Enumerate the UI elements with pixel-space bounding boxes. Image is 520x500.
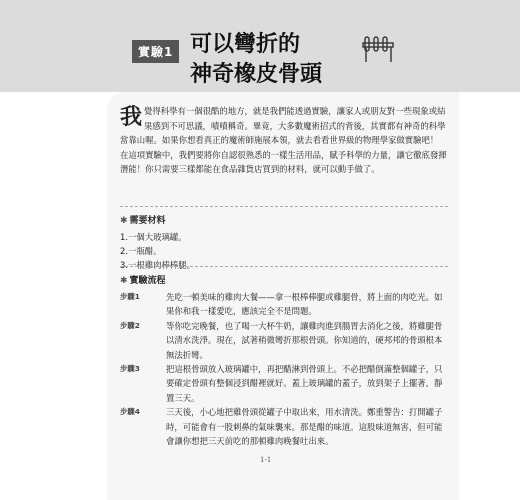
procedure-section (120, 266, 448, 448)
step-label: 步驟1 (120, 292, 140, 301)
drop-cap: 我 (120, 104, 143, 130)
page-number: 1-1 (260, 456, 272, 464)
step-text: 先吃一頓美味的雞肉大餐——拿一根棒棒腿或雞腿骨，將上面的肉吃光。如果你和我一樣愛吃，應該完全不是問題。 (166, 292, 443, 317)
divider (120, 206, 448, 207)
materials-title: 需要材料 (129, 216, 166, 226)
step-item (120, 319, 448, 362)
material-item: 2.一瓶醋。 (120, 246, 162, 256)
material-item: 1.一個大玻璃罐。 (120, 232, 187, 242)
materials-section (120, 206, 448, 272)
star-icon: ✱ (120, 276, 128, 286)
intro-text (120, 104, 448, 177)
procedure-heading (120, 273, 448, 286)
step-label: 步驟4 (120, 407, 140, 417)
experiment-tag: 實驗1 (132, 40, 179, 63)
step-text: 把這根骨頭放入玻璃罐中，再把醋淋到骨頭上。不必把醋倒滿整個罐子，只要確定骨頭有整個浸到醋裡就好。蓋上玻璃罐的蓋子，放到架子上擺著，靜置三天。 (166, 364, 443, 403)
step-text: 等你吃完晚餐，也了喝一大杯牛奶，讓雞肉進到腸胃去消化之後，將雞腿骨以清水洗淨。現在，試著稍微彎折那根骨頭。你知道的，硬邦邦的骨頭根本無法折彎。 (166, 320, 443, 360)
step-text: 三天後，小心地把雞骨頭從罐子中取出來，用水清洗。鄭重警告：打開罐子時，可能會有一股刺鼻的氣味襲來。那是醋的味道。這股味道無害，但可能會讓你想把三天前吃的那頓雞肉晚餐吐出來。 (166, 407, 443, 447)
title-line-1: 可以彎折的 (190, 32, 301, 57)
step-label: 步驟3 (120, 364, 140, 374)
test-tubes-icon (362, 34, 396, 64)
material-item: 3.一根雞肉棒棒腿。 (120, 260, 195, 270)
divider (120, 266, 448, 267)
intro-paragraph-2: 在這項實驗中，我們要將你自認很熟悉的一樣生活用品，賦予科學的力量，讓它徹底發揮潛能！你只需要三樣都能在食品雜貨店買到的材料，就可以動手做了。 (120, 149, 447, 175)
procedure-title: 實驗流程 (129, 276, 166, 286)
step-item (120, 362, 448, 405)
step-label: 步驟2 (120, 320, 140, 330)
star-icon: ✱ (120, 216, 128, 226)
intro-paragraph-1: 覺得科學有一個很酷的地方，就是我們能透過實驗，讓家人或朋友對一些現象或結果感到不可思議，嘖嘖稱奇。畢竟，大多數魔術招式的背後，其實都有神奇的科學當靠山喔。如果你想看真正的魔術師施展本領，就去看看世界級的物理學家做實驗吧！ (120, 106, 446, 146)
step-item (120, 405, 448, 448)
step-item (120, 290, 448, 319)
materials-heading (120, 213, 448, 226)
page-title (190, 30, 322, 90)
title-line-2: 神奇橡皮骨頭 (190, 62, 323, 87)
